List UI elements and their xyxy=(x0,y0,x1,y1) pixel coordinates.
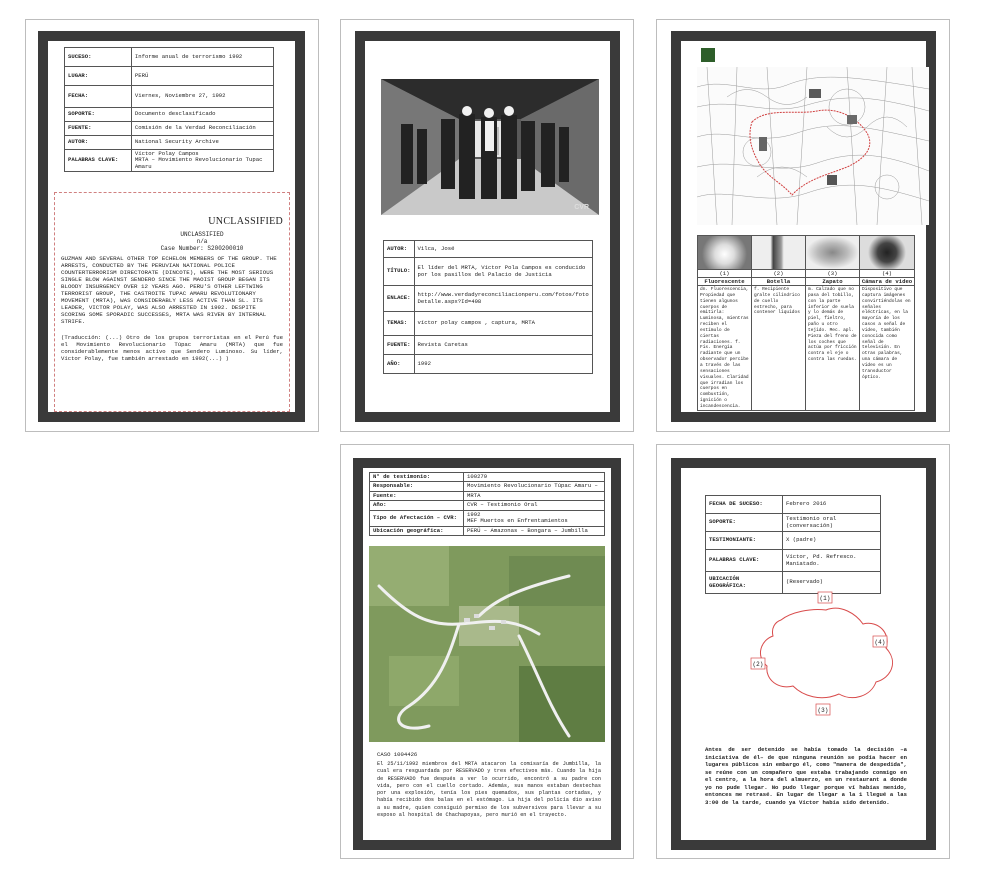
page-frame-3 xyxy=(671,31,936,422)
page-card-5 xyxy=(656,444,950,859)
field-label: Tipo de Afectación – CVR: xyxy=(370,510,464,526)
field-label: LUGAR: xyxy=(65,67,132,86)
corridor-image xyxy=(381,79,599,215)
object-photo-3 xyxy=(806,236,859,270)
field-label: FUENTE: xyxy=(384,336,415,355)
page-card-1 xyxy=(25,19,319,432)
field-label: TEMAS: xyxy=(384,312,415,336)
metadata-table xyxy=(64,47,274,172)
field-value: Informe anual de terrorismo 1992 xyxy=(131,48,273,67)
field-value: Documento desclasificado xyxy=(131,108,273,122)
field-value: 1992 xyxy=(414,355,593,374)
object-number: (4) xyxy=(860,270,914,278)
field-label: AÑO: xyxy=(384,355,415,374)
photo-watermark: CVR xyxy=(574,204,589,211)
field-label: UBICACIÓN GEOGRÁFICA: xyxy=(706,572,783,594)
object-definition: f. Recipiente gralte cilíndrico de cuello estrecho, para contener líquidos xyxy=(754,287,800,316)
doc-sub2: n/a xyxy=(196,238,208,245)
field-label: SOPORTE: xyxy=(65,108,132,122)
declassified-document xyxy=(54,192,290,412)
object-definition: Dispositivo que captura imágenes convirtiéndolas en señales eléctricas, en la mayoría de los casos a señal de vídeo, también conocida como señal de televisión. En otras palabras, una cámara de vídeo es un transductor óptico. xyxy=(862,287,911,380)
field-label: PALABRAS CLAVE: xyxy=(65,150,132,172)
object-definition: m. Calzado que no pasa del tobillo, con la parte inferior de suela y lo demás de piel, fieltro, paño u otro tejido. Mec. apl. Pieza del freno de los coches que actúa por fricción contra el eje o contra las ruedas. xyxy=(808,287,857,363)
object-title: Cámara de video xyxy=(861,278,913,285)
field-value: http://www.verdadyreconciliacionperu.com/fotos/fotoDetalle.aspx?Id=498 xyxy=(414,286,593,312)
field-value: PERÚ xyxy=(131,67,273,86)
photo-metadata-table xyxy=(383,240,593,374)
page-frame-1 xyxy=(38,31,305,422)
field-value: víctor polay campos , captura, MRTA xyxy=(414,312,593,336)
object-title: Botella xyxy=(752,278,805,286)
aerial-map-photo xyxy=(369,546,605,742)
object-definition: dn. Fluorescencia, Propiedad que tienen algunos cuerpos de emitirla: Luminosa, mientras reciben el estímulo de ciertas radiaciones. f. Fís. Energía radiante que un observador percibe a través de las sensaciones visuales. Claridad que irradian los cuerpos en combustión, ignición o incandescencia. xyxy=(700,287,749,409)
testimony-table xyxy=(369,472,605,536)
field-label: AUTOR: xyxy=(65,136,132,150)
doc-case-number: Case Number: S200200010 xyxy=(160,245,244,252)
field-value: PERÚ – Amazonas – Bongara – Jumbilla xyxy=(464,526,605,535)
field-value: Febrero 2016 xyxy=(783,496,881,514)
field-label: AUTOR: xyxy=(384,241,415,258)
page-frame-5 xyxy=(671,458,936,850)
field-value: Revista Caretas xyxy=(414,336,593,355)
field-label: Fuente: xyxy=(370,491,464,500)
page-frame-4 xyxy=(353,458,621,850)
doc-sub1: UNCLASSIFIED xyxy=(180,231,224,238)
marker-label: (3) xyxy=(817,707,829,714)
field-value: CVR – Testimonio Oral xyxy=(464,501,605,510)
object-column-2 xyxy=(752,236,806,410)
object-number: (1) xyxy=(698,270,751,278)
marker-label: (4) xyxy=(874,639,886,646)
field-label: N° de testimonio: xyxy=(370,473,464,482)
object-title: Zapato xyxy=(806,278,859,286)
object-column-1 xyxy=(698,236,752,410)
field-value: Víctor, Pd. Refresco. Maniatado. xyxy=(783,550,881,572)
field-value: Víctor Polay Campos MRTA – Movimiento Revolucionario Tupac Amaru xyxy=(131,150,273,172)
field-label: Responsable: xyxy=(370,482,464,491)
doc-body: GUZMAN AND SEVERAL OTHER TOP ECHELON MEMBERS OF THE GROUP. THE ARRESTS, CONDUCTED BY THE PERUVIAN NATIONAL POLICE COUNTERTERRORISM DIRECTORATE (DINCOTE), WERE THE MOST SERIOUS SINGLE BLOW AGAINST SENDERO SINCE THE MAOIST GROUP BEGAN ITS BLOODY INSURGENCY OVER 12 YEARS AGO. PERU'S OTHER LEFTWING TERRORIST GROUP, THE CASTROITE TUPAC AMARU REVOLUTIONARY MOVEMENT (MRTA), WAS CONSIDERABLY LESS ACTIVE THAN SL. ITS LEADER, VICTOR POLAY, WAS ALSO ARRESTED IN 1992. DESPITE SCORING SOME SPORADIC SUCCESSES, MRTA WAS RIVEN BY INTERNAL STRIFE. xyxy=(61,255,277,325)
doc-translation: (Traducción: (...) Otro de los grupos terroristas en el Perú fue el Movimiento Revolucionario Túpac Amaru (MRTA) que fue considerablemente menos activo que Sendero Luminoso. Su líder, Víctor Polay, fue también arrestado en 1992(...) ) xyxy=(61,333,283,363)
field-value: Movimiento Revolucionario Túpac Amaru – xyxy=(464,482,605,491)
field-label: SUCESO: xyxy=(65,48,132,67)
field-value: (Reservado) xyxy=(783,572,881,594)
field-value: National Security Archive xyxy=(131,136,273,150)
page-frame-2 xyxy=(355,31,620,422)
field-value: El líder del MRTA, Víctor Pola Campos es conducido por los pasillos del Palacio de Justicia xyxy=(414,258,593,286)
field-label: TESTIMONIANTE: xyxy=(706,532,783,550)
accent-square xyxy=(701,48,715,62)
object-title: Fluorescente xyxy=(698,278,751,286)
field-value: Viernes, Noviembre 27, 1992 xyxy=(131,86,273,108)
object-number: (2) xyxy=(752,270,805,278)
page-card-2 xyxy=(340,19,634,432)
object-photo-4 xyxy=(860,236,914,270)
page-card-4 xyxy=(340,444,634,859)
page-card-3 xyxy=(656,19,950,432)
object-photo-1 xyxy=(698,236,751,270)
object-column-3 xyxy=(806,236,860,410)
oral-testimony-table xyxy=(705,495,881,594)
field-label: FECHA: xyxy=(65,86,132,108)
object-number: (3) xyxy=(806,270,859,278)
marker-label: (2) xyxy=(752,661,764,668)
object-photo-2 xyxy=(752,236,805,270)
field-value: 1992 MEF Muertos en Enfrentamientos xyxy=(464,510,605,526)
objects-table xyxy=(697,235,915,411)
field-label: Ubicación geográfica: xyxy=(370,526,464,535)
field-value: Testimonio oral (conversación) xyxy=(783,514,881,532)
doc-heading: UNCLASSIFIED xyxy=(208,216,283,227)
corridor-photo xyxy=(381,79,599,215)
field-value: Vilca, José xyxy=(414,241,593,258)
field-value: X (padre) xyxy=(783,532,881,550)
field-value: MRTA xyxy=(464,491,605,500)
field-label: Año: xyxy=(370,501,464,510)
scene-line-drawing xyxy=(697,67,929,225)
field-value: Comisión de la Verdad Reconciliación xyxy=(131,122,273,136)
field-label: FUENTE: xyxy=(65,122,132,136)
case-number: CASO 1004426 xyxy=(377,751,418,758)
oral-testimony-body: Antes de ser detenido se había tomado la decisión –a iniciativa de él– de que ninguna reunión se podía hacer en lugares públicos sin embargo él, como "manera de despedida", se reúne con un compañero que estaba trabajando conmigo en el centro, a la hora del almuerzo, en un restaurant a donde yo no pude llegar. No pudo llegar porque ví habías menido, entonces me retrasé. En lugar de llegar a la 1 llegué a las 3:00 de la tarde, cuando ya Víctor había sido detenido. xyxy=(705,746,907,806)
field-label: FECHA DE SUCESO: xyxy=(706,496,783,514)
field-label: ENLACE: xyxy=(384,286,415,312)
field-label: TÍTULO: xyxy=(384,258,415,286)
field-label: SOPORTE: xyxy=(706,514,783,532)
testimony-body: El 25/11/1992 miembros del MRTA atacaron la comisaría de Jumbilla, la cual era resguardada por RESERVADO y tres efectivos más. Cuando la hija de RESERVADO fue después a ver lo ocurrido, encontró a su padre con vida, pero con el cuello cortado. Además, sus manos estaban destechas por una explosión, tenía los pies quemados, sus plantas cortadas, y había recibido dos balas en el estómago. La hija del policía dio aviso a su madre, quien consiguió permiso de los subversivos para llevar a su esposo al hospital de Chachapoyas, pero murió en el trayecto. xyxy=(377,761,601,818)
marker-label: (1) xyxy=(819,595,831,602)
object-column-4 xyxy=(860,236,914,410)
field-value: 100279 xyxy=(464,473,605,482)
location-outline xyxy=(721,590,921,720)
field-label: PALABRAS CLAVE: xyxy=(706,550,783,572)
